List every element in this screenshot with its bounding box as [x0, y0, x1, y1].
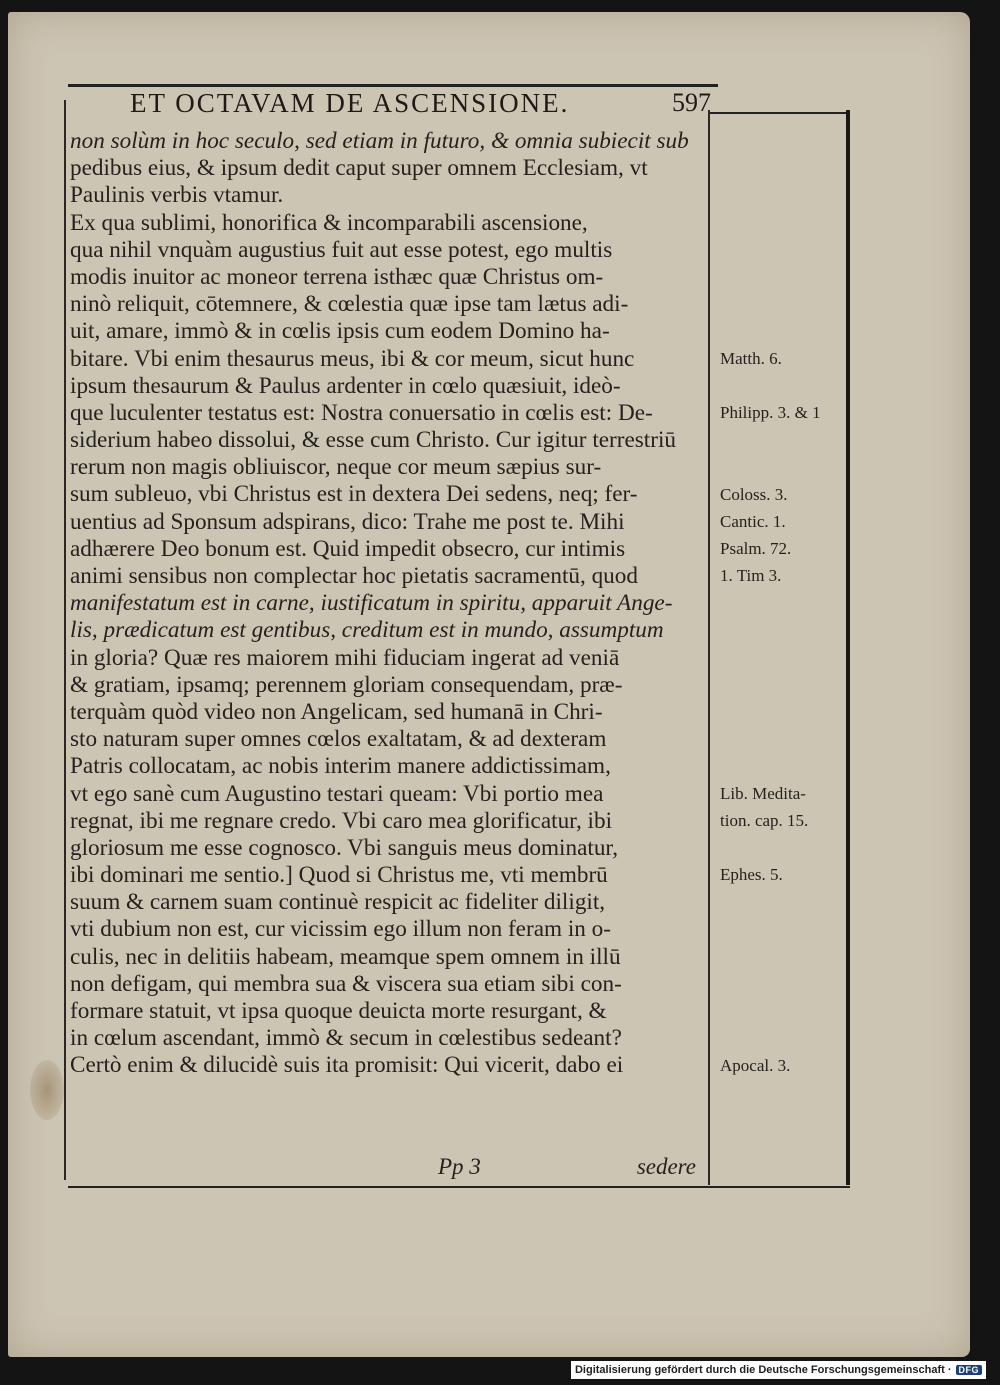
- digitization-credit: [571, 1361, 986, 1379]
- text-line: Certò enim & dilucidè suis ita promisit: Qui vicerit, dabo ei: [70, 1052, 624, 1079]
- text-line: non defigam, qui membra sua & viscera sua etiam sibi con-: [70, 970, 622, 997]
- column-divider: [708, 110, 710, 1185]
- margin-note: Apocal. 3.: [720, 1055, 791, 1075]
- margin-note: tion. cap. 15.: [720, 811, 809, 830]
- text-line: terquàm quòd video non Angelicam, sed humanā in Chri-: [70, 698, 603, 725]
- margin-note: Matth. 6.: [720, 348, 782, 368]
- page-number: 597: [672, 88, 711, 117]
- text-line: que luculenter testatus est: Nostra conuersatio in cœlis est: De-: [70, 399, 653, 426]
- text-line: siderium habeo dissolui, & esse cum Christo. Cur igitur terrestriū: [70, 427, 677, 454]
- credit-text: Digitalisierung gefördert durch die Deutsche Forschungsgemeinschaft ·: [574, 1364, 952, 1376]
- running-head: ET OCTAVAM DE ASCENSIONE.: [130, 88, 570, 118]
- text-line: formare statuit, vt ipsa quoque deuicta morte resurgant, &: [70, 998, 607, 1024]
- text-line: ipsum thesaurum & Paulus ardenter in cœlo quæsiuit, ideò-: [70, 372, 621, 399]
- text-line: vti dubium non est, cur vicissim ego illum non feram in o-: [70, 916, 611, 943]
- margin-note: Lib. Medita-: [720, 783, 806, 803]
- text-line: qua nihil vnquàm augustius fuit aut esse potest, ego multis: [70, 236, 613, 263]
- margin-notes: [714, 0, 848, 1300]
- text-line: gloriosum me esse cognosco. Vbi sanguis meus dominatur,: [70, 834, 618, 861]
- text-line: Paulinis verbis vtamur.: [70, 182, 284, 209]
- text-line: manifestatum est in carne, iustificatum in spiritu, apparuit Ange-: [70, 590, 673, 617]
- text-line: regnat, ibi me regnare credo. Vbi caro mea glorificatur, ibi: [70, 807, 613, 834]
- text-line: uit, amare, immò & in cœlis ipsis cum eodem Domino ha-: [70, 318, 610, 345]
- margin-note: Philipp. 3. & 1: [720, 403, 821, 422]
- page-footer: [70, 1152, 706, 1184]
- text-line: in cœlum ascendant, immò & secum in cœlestibus sedeant?: [70, 1025, 622, 1052]
- thumb-stain: [30, 1060, 64, 1120]
- left-frame-line: [64, 100, 66, 1180]
- text-line: bitare. Vbi enim thesaurus meus, ibi & cor meum, sicut hunc: [70, 345, 635, 372]
- margin-note: Psalm. 72.: [720, 539, 792, 558]
- text-line: Patris collocatam, ac nobis interim manere addictissimam,: [70, 753, 611, 780]
- text-line: Ex qua sublimi, honorifica & incomparabili ascensione,: [70, 209, 588, 236]
- text-line: culis, nec in delitiis habeam, meamque spem omnem in illū: [70, 943, 621, 970]
- text-line: sum subleuo, vbi Christus est in dextera Dei sedens, neq; fer-: [70, 481, 638, 508]
- text-line: vt ego sanè cum Augustino testari queam: Vbi portio mea: [70, 780, 604, 807]
- text-line: non solùm in hoc seculo, sed etiam in futuro, & omnia subiecit sub: [70, 128, 689, 154]
- text-line: rerum non magis obliuiscor, neque cor meum sæpius sur-: [70, 454, 602, 481]
- top-rule: [68, 84, 718, 87]
- text-line: ibi dominari me sentio.] Quod si Christus me, vti membrū: [70, 862, 608, 889]
- text-line: sto naturam super omnes cœlos exaltatam, & ad dexteram: [70, 726, 607, 753]
- margin-note: Cantic. 1.: [720, 511, 786, 531]
- text-line: & gratiam, ipsamq; perennem gloriam consequendam, præ-: [70, 671, 623, 698]
- text-line: lis, prædicatum est gentibus, creditum est in mundo, assumptum: [70, 617, 664, 644]
- margin-note: 1. Tim 3.: [720, 566, 782, 586]
- text-line: pedibus eius, & ipsum dedit caput super omnem Ecclesiam, vt: [70, 155, 648, 182]
- body-text: [70, 128, 706, 1080]
- text-line: ninò reliquit, cōtemnere, & cœlestia quæ ipse tam lætus adi-: [70, 291, 629, 318]
- margin-note: Ephes. 5.: [720, 865, 783, 885]
- text-line: animi sensibus non complectar hoc pietatis sacramentū, quod: [70, 563, 638, 589]
- dfg-logo-icon: DFG: [956, 1365, 983, 1375]
- text-line: in gloria? Quæ res maiorem mihi fiduciam ingerat ad veniā: [70, 644, 620, 671]
- text-line: suum & carnem suam continuè respicit ac fideliter diligit,: [70, 889, 606, 916]
- text-line: uentius ad Sponsum adspirans, dico: Trahe me post te. Mihi: [70, 508, 625, 535]
- catchword: sedere: [636, 1154, 696, 1179]
- text-line: modis inuitor ac moneor terrena isthæc quæ Christus om-: [70, 263, 604, 290]
- signature-mark: Pp 3: [438, 1154, 481, 1179]
- margin-note: Coloss. 3.: [720, 484, 788, 504]
- text-line: adhærere Deo bonum est. Quid impedit obsecro, cur intimis: [70, 535, 626, 562]
